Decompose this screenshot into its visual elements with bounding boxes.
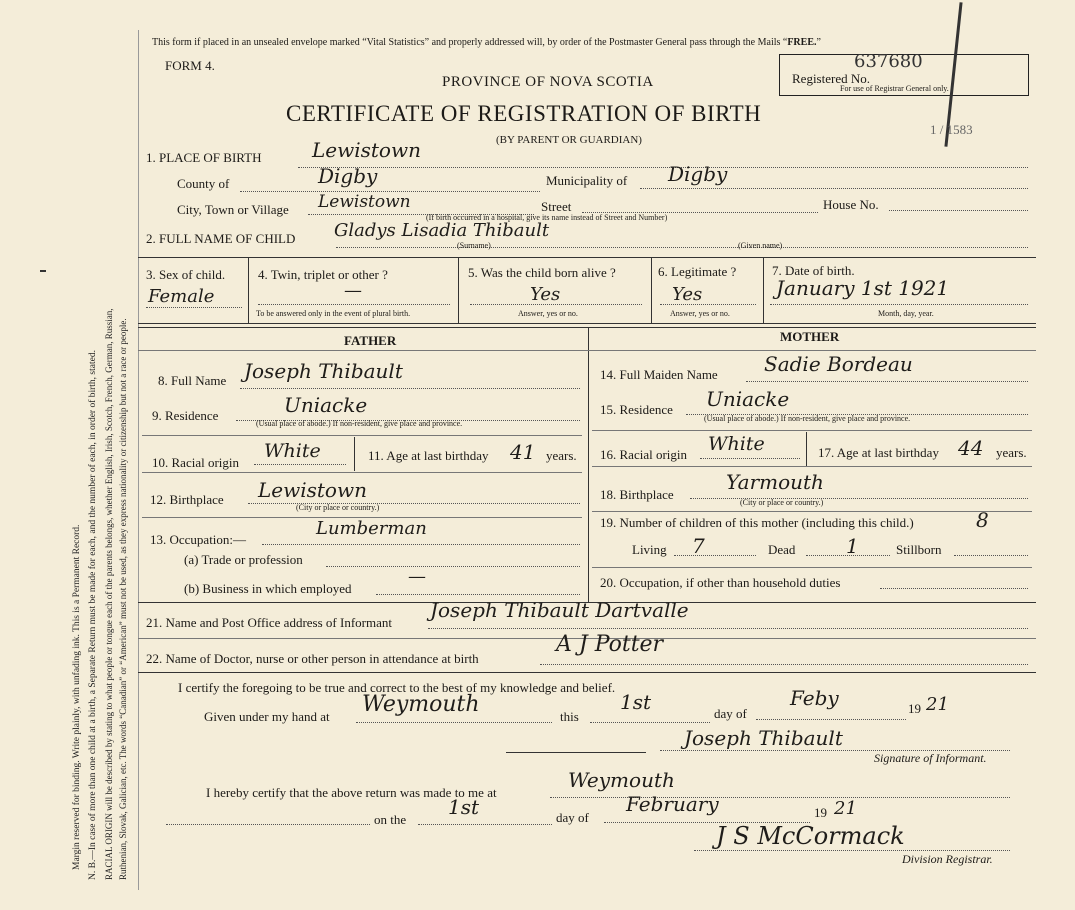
given-year: 21 xyxy=(926,694,949,715)
father-residence-note: (Usual place of abode.) If non-resident, give place and province. xyxy=(256,419,463,428)
mother-birthplace-note: (City or place or country.) xyxy=(740,498,824,507)
father-birthplace-label: 12. Birthplace xyxy=(150,492,224,507)
father-age-value: 41 xyxy=(510,440,536,464)
father-racial-value: White xyxy=(264,440,321,462)
father-heading: FATHER xyxy=(344,333,397,348)
surname-note: (Surname) xyxy=(457,241,491,250)
registration-day: 1st xyxy=(448,795,480,819)
given-under-label: Given under my hand at xyxy=(204,709,330,724)
mother-birthplace-value: Yarmouth xyxy=(726,470,824,494)
street-label: Street xyxy=(541,199,572,214)
margin-dash-mark xyxy=(40,270,46,272)
place-of-birth-value: Lewistown xyxy=(312,138,421,162)
legitimate-note: Answer, yes or no. xyxy=(670,309,730,318)
signature-of-informant-label: Signature of Informant. xyxy=(874,751,987,765)
stillborn-label: Stillborn xyxy=(896,542,942,557)
father-birthplace-note: (City or place or country.) xyxy=(296,503,380,512)
city-value: Lewistown xyxy=(318,192,411,212)
side-note-multiple-births: N. B.—In case of more than one child at a birth, a Separate Return must be made for each, and the number of each, in order of birth, stated. xyxy=(88,350,98,880)
twin-value: — xyxy=(344,280,362,301)
alive-value: Yes xyxy=(530,284,561,305)
father-name-label: 8. Full Name xyxy=(158,373,227,388)
side-note-binding: Margin reserved for binding. Write plainly, with unfading ink. This is a Permanent Record. xyxy=(72,524,82,870)
mother-heading: MOTHER xyxy=(780,329,840,344)
sex-value: Female xyxy=(148,286,215,307)
alive-label: 5. Was the child born alive ? xyxy=(468,265,616,280)
father-occupation-value: Lumberman xyxy=(316,518,427,539)
mother-age-value: 44 xyxy=(958,436,984,460)
given-month: Feby xyxy=(790,686,839,710)
given-name-note: (Given name) xyxy=(738,241,783,250)
date-of-birth-value: January 1st 1921 xyxy=(776,276,950,300)
given-year-prefix: 19 xyxy=(908,701,921,716)
children-count-value: 8 xyxy=(976,508,989,532)
date-of-birth-label: 7. Date of birth. xyxy=(772,263,855,278)
registered-number: 637680 xyxy=(854,51,923,72)
registered-note: For use of Registrar General only. xyxy=(840,84,949,93)
registered-box xyxy=(779,51,1029,96)
mother-name-value: Sadie Bordeau xyxy=(764,352,913,376)
registration-day-of-label: day of xyxy=(556,810,589,825)
county-label: County of xyxy=(177,176,230,191)
province-heading: PROVINCE OF NOVA SCOTIA xyxy=(442,74,654,90)
informant-signature: Joseph Thibault xyxy=(684,726,843,750)
father-residence-value: Uniacke xyxy=(284,393,368,417)
registration-month: February xyxy=(626,792,719,816)
mother-age-unit: years. xyxy=(996,445,1027,460)
alive-note: Answer, yes or no. xyxy=(518,309,578,318)
registrar-signature: J S McCormack xyxy=(716,822,905,850)
day-of-label: day of xyxy=(714,706,747,721)
given-place: Weymouth xyxy=(362,692,480,717)
form-number: FORM 4. xyxy=(165,58,215,73)
mother-birthplace-label: 18. Birthplace xyxy=(600,487,674,502)
mother-residence-label: 15. Residence xyxy=(600,402,673,417)
informant-value: Joseph Thibault Dartvalle xyxy=(430,598,689,622)
father-occupation-label: 13. Occupation:— xyxy=(150,532,247,547)
legitimate-value: Yes xyxy=(672,284,703,305)
legitimate-label: 6. Legitimate ? xyxy=(658,264,737,279)
certificate-title: CERTIFICATE OF REGISTRATION OF BIRTH xyxy=(286,101,762,126)
margin-rule xyxy=(138,30,139,890)
doctor-value: A J Potter xyxy=(556,632,664,657)
date-of-birth-note: Month, day, year. xyxy=(878,309,934,318)
mother-occupation-label: 20. Occupation, if other than household duties xyxy=(600,575,841,590)
trade-label: (a) Trade or profession xyxy=(184,552,303,567)
this-label: this xyxy=(560,709,579,724)
registrar-statement: I hereby certify that the above return was made to me at xyxy=(206,785,497,800)
child-name-value: Gladys Lisadia Thibault xyxy=(334,220,550,241)
dead-label: Dead xyxy=(768,542,796,557)
municipality-label: Municipality of xyxy=(546,173,628,188)
business-label: (b) Business in which employed xyxy=(184,581,352,596)
twin-note: To be answered only in the event of plural birth. xyxy=(256,309,411,318)
father-name-value: Joseph Thibault xyxy=(244,359,403,383)
hospital-note: (If birth occurred in a hospital, give its name instead of Street and Number) xyxy=(426,213,668,222)
on-the-label: on the xyxy=(374,812,407,827)
side-note-racial-origin-2: Ruthenian, Slovak, Galician, etc. The words “Canadian” or “American” must not be used, as they express nationality or citizenship but not a race or people. xyxy=(118,318,128,880)
postal-notice: This form if placed in an unsealed envelope marked “Vital Statistics” and properly addressed will, by order of the Postmaster General pass through the Mails “FREE.” xyxy=(152,37,821,48)
father-age-label: 11. Age at last birthday xyxy=(368,448,489,463)
mother-residence-value: Uniacke xyxy=(706,387,790,411)
twin-label: 4. Twin, triplet or other ? xyxy=(258,267,388,282)
registration-year: 21 xyxy=(834,798,857,819)
living-value: 7 xyxy=(692,534,705,558)
mother-age-label: 17. Age at last birthday xyxy=(818,445,939,460)
city-label: City, Town or Village xyxy=(177,202,289,217)
child-name-label: 2. FULL NAME OF CHILD xyxy=(146,231,296,246)
certificate-subtitle: (BY PARENT OR GUARDIAN) xyxy=(496,134,642,146)
children-count-label: 19. Number of children of this mother (including this child.) xyxy=(600,515,914,530)
house-label: House No. xyxy=(823,197,879,212)
division-registrar-label: Division Registrar. xyxy=(902,852,993,866)
doctor-label: 22. Name of Doctor, nurse or other person in attendance at birth xyxy=(146,651,479,666)
mother-racial-label: 16. Racial origin xyxy=(600,447,688,462)
father-residence-label: 9. Residence xyxy=(152,408,219,423)
registered-label: Registered No. xyxy=(792,71,870,86)
dead-value: 1 xyxy=(846,534,859,558)
father-birthplace-value: Lewistown xyxy=(258,478,367,502)
father-racial-label: 10. Racial origin xyxy=(152,455,240,470)
county-value: Digby xyxy=(318,164,378,188)
registration-year-prefix: 19 xyxy=(814,805,827,820)
side-note-racial-origin: RACIAL ORIGIN will be described by stating to what people or tongue each of the parents belongs, whether English, Irish, Scotch, French, German, Russian, xyxy=(104,308,114,880)
sex-label: 3. Sex of child. xyxy=(146,267,226,282)
informant-label: 21. Name and Post Office address of Informant xyxy=(146,615,392,630)
father-age-unit: years. xyxy=(546,448,577,463)
mother-racial-value: White xyxy=(708,433,765,455)
given-day: 1st xyxy=(620,690,652,714)
certify-statement: I certify the foregoing to be true and correct to the best of my knowledge and belief. xyxy=(178,680,616,695)
municipality-value: Digby xyxy=(668,162,728,186)
business-value: — xyxy=(408,566,426,587)
corner-mark: 1 / 1583 xyxy=(930,122,973,137)
place-of-birth-label: 1. PLACE OF BIRTH xyxy=(146,150,262,165)
mother-name-label: 14. Full Maiden Name xyxy=(600,367,718,382)
living-label: Living xyxy=(632,542,667,557)
mother-residence-note: (Usual place of abode.) If non-resident, give place and province. xyxy=(704,414,911,423)
registrar-place: Weymouth xyxy=(568,768,675,792)
